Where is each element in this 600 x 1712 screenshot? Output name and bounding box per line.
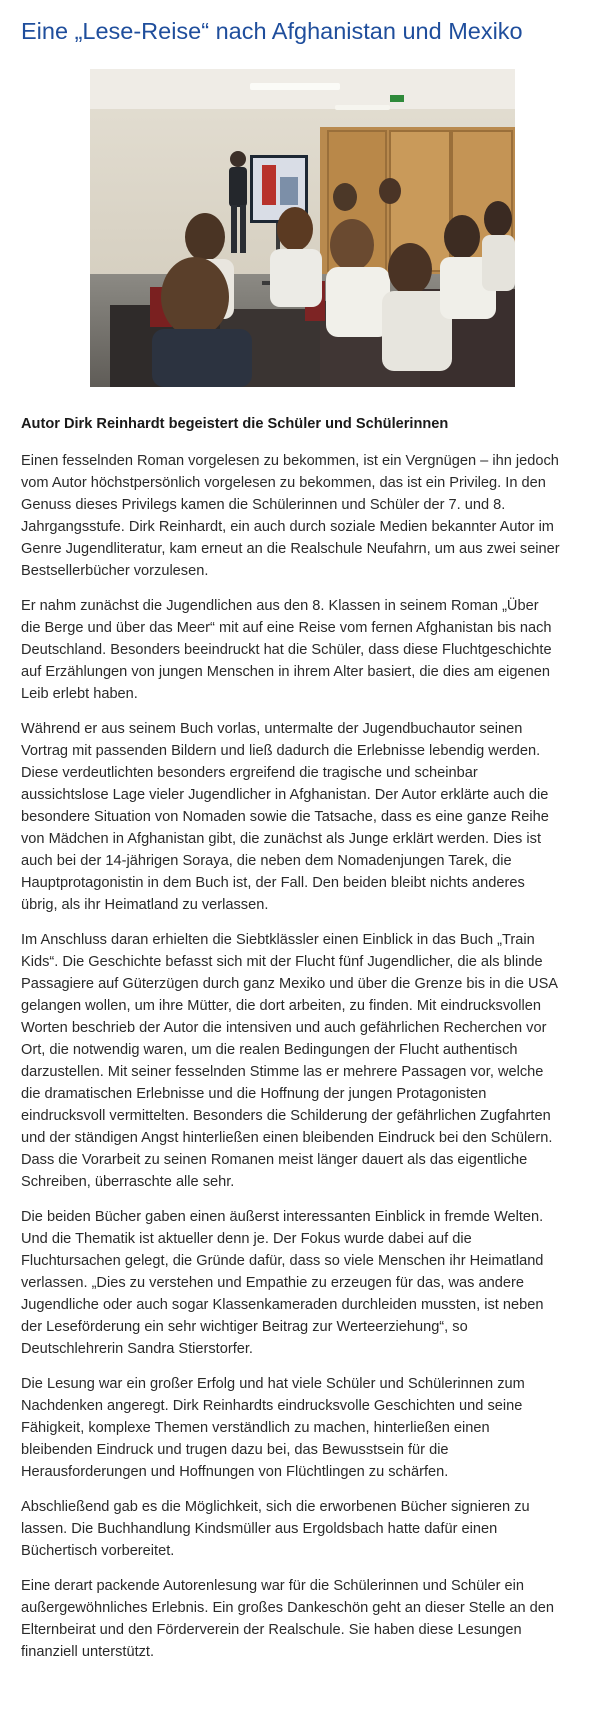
paragraph-line: Deutschland. Besonders beeindruckt hat die Schüler, dass diese Fluchtgeschichte <box>21 642 552 658</box>
paragraph-line: Jugendliche oder auch sogar Klassenkameraden durchleiden mussten, ist neben <box>21 1297 544 1313</box>
paragraph-line: aussichtslose Lage vieler Jugendlicher in Afghanistan. Der Autor erklärte auch die <box>21 787 549 803</box>
paragraph <box>21 1206 581 1360</box>
paragraph-line: Genuss dieses Privilegs kamen die Schülerinnen und Schüler der 7. und 8. <box>21 497 506 513</box>
paragraph-line: Worten beschrieb der Autor die intensiven und auch gefährlichen Recherchen vor <box>21 1020 547 1036</box>
paragraph-line: Abschließend gab es die Möglichkeit, sich die erworbenen Bücher signieren zu <box>21 1499 530 1515</box>
paragraph-line: darzustellen. Mit seiner fesselnden Stimme las er mehrere Passagen vor, welche <box>21 1064 544 1080</box>
paragraph-line: auf Erzählungen von jungen Menschen in ihrem Alter basiert, die dies am eigenen <box>21 664 550 680</box>
paragraph <box>21 1373 581 1483</box>
paragraph-line: Fluchtursachen gelegt, die Gründe dafür, dass so viele Menschen ihr Heimatland <box>21 1253 544 1269</box>
paragraph-line: Hauptprotagonistin in dem Buch ist, der Fall. Den beiden bleibt nichts anderes <box>21 875 525 891</box>
paragraph-line: Fähigkeit, komplexe Themen verständlich zu machen, hinterließen einen <box>21 1420 490 1436</box>
paragraph-line: auch bei der 14-jährigen Soraya, die neben dem Nomadenjungen Tarek, die <box>21 853 512 869</box>
paragraph-line: Im Anschluss daran erhielten die Siebtklässler einen Einblick in das Buch „Train <box>21 932 535 948</box>
paragraph-line: Schreiben, überraschte alle sehr. <box>21 1174 235 1190</box>
paragraph-line: Elternbeirat und den Förderverein der Realschule. Sie haben diese Lesungen <box>21 1622 522 1638</box>
paragraph-line: Die beiden Bücher gaben einen äußerst interessanten Einblick in fremde Welten. <box>21 1209 544 1225</box>
paragraph-line: und der ständigen Angst hinterließen einen bleibenden Eindruck bei den Schülern. <box>21 1130 553 1146</box>
paragraph-line: Ort, die notwendig waren, um die realen Bedingungen der Flucht authentisch <box>21 1042 518 1058</box>
paragraph <box>21 929 581 1193</box>
paragraph <box>21 595 581 705</box>
paragraph-line: die dramatischen Erlebnisse und die Hoffnung der jungen Protagonisten <box>21 1086 487 1102</box>
paragraph-line: Bestsellerbücher vorzulesen. <box>21 563 209 579</box>
paragraph <box>21 1496 581 1562</box>
paragraph-line: übrig, als ihr Heimatland zu verlassen. <box>21 897 269 913</box>
paragraph-line: der Leseförderung ein sehr wichtiger Beitrag zur Werteerziehung“, so <box>21 1319 468 1335</box>
paragraph-line: Während er aus seinem Buch vorlas, untermalte der Jugendbuchautor seinen <box>21 721 523 737</box>
paragraph <box>21 450 581 582</box>
paragraph-line: Er nahm zunächst die Jugendlichen aus den 8. Klassen in seinem Roman „Über <box>21 598 539 614</box>
paragraph-line: Eine derart packende Autorenlesung war für die Schülerinnen und Schüler ein <box>21 1578 524 1594</box>
paragraph-line: Einen fesselnden Roman vorgelesen zu bekommen, ist ein Vergnügen – ihn jedoch <box>21 453 559 469</box>
paragraph-line: vom Autor höchstpersönlich vorgelesen zu bekommen, das ist ein Privileg. In den <box>21 475 546 491</box>
paragraph-line: Herausforderungen und Hoffnungen von Flüchtlingen zu schärfen. <box>21 1464 449 1480</box>
paragraph-line: gelangen wollen, um ihre Mütter, die dort arbeiten, zu finden. Mit eindrucksvollen <box>21 998 541 1014</box>
paragraph-line: Leib erlebt haben. <box>21 686 138 702</box>
paragraph-line: Kids“. Die Geschichte befasst sich mit der Flucht fünf Jugendlicher, die als blinde <box>21 954 543 970</box>
paragraph-line: Die Lesung war ein großer Erfolg und hat viele Schüler und Schülerinnen zum <box>21 1376 525 1392</box>
paragraph-line: Und die Thematik ist aktueller denn je. Der Fokus wurde dabei auf die <box>21 1231 472 1247</box>
paragraph-line: Vortrag mit passenden Bildern und ließ dadurch die Erlebnisse lebendig werden. <box>21 743 541 759</box>
paragraph-line: Genre Jugendliteratur, kam erneut an die Realschule Neufahrn, um aus zwei seiner <box>21 541 560 557</box>
article-photo <box>90 69 515 387</box>
paragraph-line: von Mädchen in Afghanistan gibt, die zunächst als Junge erklärt werden. Dies ist <box>21 831 541 847</box>
lead-heading: Autor Dirk Reinhardt begeistert die Schüler und Schülerinnen <box>21 416 449 432</box>
paragraph-line: Dass die Vorarbeit zu seinen Romanen meist länger dauert als das eigentliche <box>21 1152 528 1168</box>
paragraph-line: bleibenden Eindruck und trugen dazu bei, das Bewusstsein für die <box>21 1442 449 1458</box>
page-title: Eine „Lese-Reise“ nach Afghanistan und Mexiko <box>21 18 523 44</box>
paragraph-line: eindrucksvoll vermittelten. Besonders die Schilderung der gefährlichen Zugfahrten <box>21 1108 551 1124</box>
paragraph-line: finanziell unterstützt. <box>21 1644 155 1660</box>
paragraph-line: verlassen. „Dies zu verstehen und Empathie zu erzeugen für das, was andere <box>21 1275 524 1291</box>
paragraph-line: die Berge und über das Meer“ mit auf eine Reise vom fernen Afghanistan bis nach <box>21 620 552 636</box>
paragraph-line: Deutschlehrerin Sandra Stierstorfer. <box>21 1341 253 1357</box>
paragraph-line: lassen. Die Buchhandlung Kindsmüller aus Ergoldsbach hatte dafür einen <box>21 1521 498 1537</box>
paragraph <box>21 1575 581 1663</box>
paragraph <box>21 718 581 916</box>
paragraph-line: Jahrgangsstufe. Dirk Reinhardt, ein auch durch soziale Medien bekannter Autor im <box>21 519 554 535</box>
article-body <box>21 450 581 1676</box>
paragraph-line: Passagiere auf Güterzügen durch ganz Mexiko und über die Grenze bis in die USA <box>21 976 559 992</box>
paragraph-line: Nachdenken angeregt. Dirk Reinhardts eindrucksvolle Geschichten und seine <box>21 1398 523 1414</box>
article <box>21 0 581 1660</box>
paragraph-line: Diese verdeutlichten besonders ergreifend die tragische und scheinbar <box>21 765 478 781</box>
paragraph-line: Büchertisch vorbereitet. <box>21 1543 175 1559</box>
paragraph-line: besondere Situation von Nomaden sowie die Tatsache, dass es eine ganze Reihe <box>21 809 549 825</box>
paragraph-line: außergewöhnliches Erlebnis. Ein großes Dankeschön geht an dieser Stelle an den <box>21 1600 554 1616</box>
